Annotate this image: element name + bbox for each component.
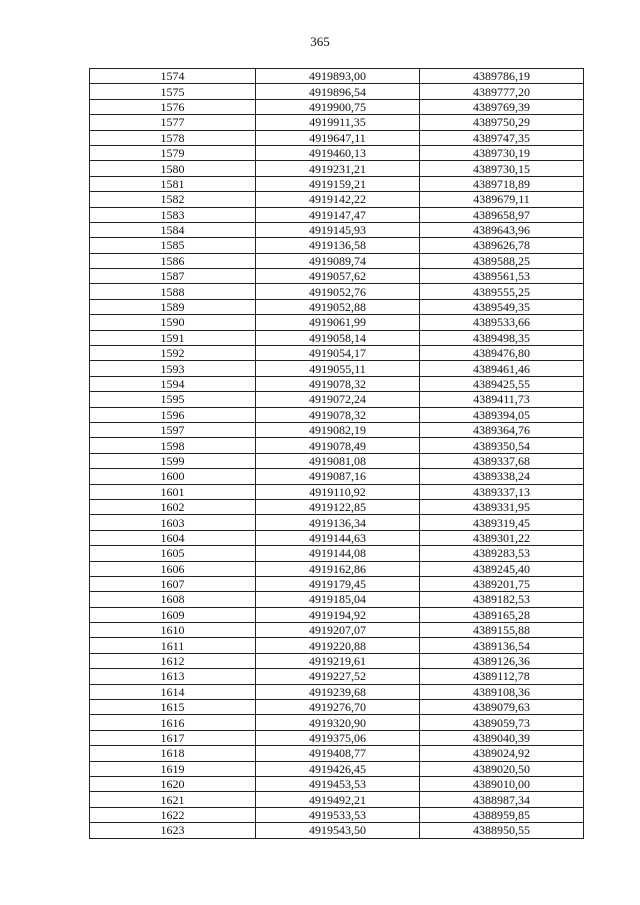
y-coordinate-cell: 4389750,29	[420, 115, 584, 130]
point-number-cell: 1583	[90, 207, 256, 222]
x-coordinate-cell: 4919055,11	[256, 361, 420, 376]
y-coordinate-cell: 4389555,25	[420, 284, 584, 299]
y-coordinate-cell: 4389079,63	[420, 700, 584, 715]
x-coordinate-cell: 4919136,34	[256, 515, 420, 530]
table-row	[90, 700, 584, 715]
y-coordinate-cell: 4389643,96	[420, 222, 584, 237]
x-coordinate-cell: 4919533,53	[256, 807, 420, 822]
x-coordinate-cell: 4919144,08	[256, 546, 420, 561]
x-coordinate-cell: 4919647,11	[256, 130, 420, 145]
point-number-cell: 1608	[90, 592, 256, 607]
point-number-cell: 1589	[90, 299, 256, 314]
x-coordinate-cell: 4919078,32	[256, 407, 420, 422]
point-number-cell: 1596	[90, 407, 256, 422]
point-number-cell: 1623	[90, 823, 256, 838]
table-row	[90, 684, 584, 699]
x-coordinate-cell: 4919375,06	[256, 730, 420, 745]
y-coordinate-cell: 4388959,85	[420, 807, 584, 822]
table-row	[90, 730, 584, 745]
x-coordinate-cell: 4919276,70	[256, 700, 420, 715]
y-coordinate-cell: 4389498,35	[420, 330, 584, 345]
point-number-cell: 1612	[90, 653, 256, 668]
point-number-cell: 1594	[90, 376, 256, 391]
x-coordinate-cell: 4919893,00	[256, 69, 420, 84]
x-coordinate-cell: 4919219,61	[256, 653, 420, 668]
x-coordinate-cell: 4919110,92	[256, 484, 420, 499]
x-coordinate-cell: 4919543,50	[256, 823, 420, 838]
point-number-cell: 1593	[90, 361, 256, 376]
table-row	[90, 576, 584, 591]
y-coordinate-cell: 4389786,19	[420, 69, 584, 84]
x-coordinate-cell: 4919896,54	[256, 84, 420, 99]
x-coordinate-cell: 4919054,17	[256, 346, 420, 361]
y-coordinate-cell: 4389337,13	[420, 484, 584, 499]
y-coordinate-cell: 4388950,55	[420, 823, 584, 838]
table-row	[90, 607, 584, 622]
table-row	[90, 392, 584, 407]
y-coordinate-cell: 4389588,25	[420, 253, 584, 268]
table-row	[90, 69, 584, 84]
point-number-cell: 1585	[90, 238, 256, 253]
x-coordinate-cell: 4919185,04	[256, 592, 420, 607]
table-row	[90, 407, 584, 422]
y-coordinate-cell: 4389549,35	[420, 299, 584, 314]
x-coordinate-cell: 4919453,53	[256, 776, 420, 791]
y-coordinate-cell: 4389476,80	[420, 346, 584, 361]
table-row	[90, 207, 584, 222]
y-coordinate-cell: 4389718,89	[420, 176, 584, 191]
table-row	[90, 530, 584, 545]
table-row	[90, 484, 584, 499]
point-number-cell: 1602	[90, 499, 256, 514]
y-coordinate-cell: 4389461,46	[420, 361, 584, 376]
point-number-cell: 1576	[90, 99, 256, 114]
table-row	[90, 315, 584, 330]
y-coordinate-cell: 4389747,35	[420, 130, 584, 145]
x-coordinate-cell: 4919207,07	[256, 623, 420, 638]
table-row	[90, 161, 584, 176]
point-number-cell: 1599	[90, 453, 256, 468]
y-coordinate-cell: 4389155,88	[420, 623, 584, 638]
y-coordinate-cell: 4389024,92	[420, 746, 584, 761]
y-coordinate-cell: 4389777,20	[420, 84, 584, 99]
x-coordinate-cell: 4919087,16	[256, 469, 420, 484]
point-number-cell: 1591	[90, 330, 256, 345]
table-row	[90, 253, 584, 268]
y-coordinate-cell: 4389201,75	[420, 576, 584, 591]
x-coordinate-cell: 4919320,90	[256, 715, 420, 730]
table-row	[90, 746, 584, 761]
x-coordinate-cell: 4919061,99	[256, 315, 420, 330]
x-coordinate-cell: 4919227,52	[256, 669, 420, 684]
point-number-cell: 1598	[90, 438, 256, 453]
point-number-cell: 1606	[90, 561, 256, 576]
table-row	[90, 469, 584, 484]
table-row	[90, 115, 584, 130]
table-row	[90, 807, 584, 822]
point-number-cell: 1581	[90, 176, 256, 191]
point-number-cell: 1614	[90, 684, 256, 699]
table-row	[90, 823, 584, 838]
table-row	[90, 453, 584, 468]
x-coordinate-cell: 4919220,88	[256, 638, 420, 653]
x-coordinate-cell: 4919136,58	[256, 238, 420, 253]
y-coordinate-cell: 4389337,68	[420, 453, 584, 468]
point-number-cell: 1582	[90, 192, 256, 207]
x-coordinate-cell: 4919239,68	[256, 684, 420, 699]
table-row	[90, 438, 584, 453]
table-row	[90, 653, 584, 668]
y-coordinate-cell: 4389010,00	[420, 776, 584, 791]
x-coordinate-cell: 4919052,76	[256, 284, 420, 299]
y-coordinate-cell: 4388987,34	[420, 792, 584, 807]
point-number-cell: 1604	[90, 530, 256, 545]
coordinates-table-body	[90, 69, 584, 839]
y-coordinate-cell: 4389059,73	[420, 715, 584, 730]
table-row	[90, 99, 584, 114]
x-coordinate-cell: 4919081,08	[256, 453, 420, 468]
point-number-cell: 1610	[90, 623, 256, 638]
table-row	[90, 761, 584, 776]
table-row	[90, 561, 584, 576]
table-row	[90, 330, 584, 345]
point-number-cell: 1613	[90, 669, 256, 684]
y-coordinate-cell: 4389561,53	[420, 269, 584, 284]
table-row	[90, 299, 584, 314]
x-coordinate-cell: 4919089,74	[256, 253, 420, 268]
x-coordinate-cell: 4919078,32	[256, 376, 420, 391]
x-coordinate-cell: 4919142,22	[256, 192, 420, 207]
table-row	[90, 176, 584, 191]
coordinates-table	[89, 68, 584, 839]
table-row	[90, 515, 584, 530]
y-coordinate-cell: 4389165,28	[420, 607, 584, 622]
point-number-cell: 1618	[90, 746, 256, 761]
table-row	[90, 669, 584, 684]
x-coordinate-cell: 4919144,63	[256, 530, 420, 545]
x-coordinate-cell: 4919052,88	[256, 299, 420, 314]
table-row	[90, 346, 584, 361]
point-number-cell: 1619	[90, 761, 256, 776]
y-coordinate-cell: 4389626,78	[420, 238, 584, 253]
x-coordinate-cell: 4919147,47	[256, 207, 420, 222]
y-coordinate-cell: 4389679,11	[420, 192, 584, 207]
x-coordinate-cell: 4919078,49	[256, 438, 420, 453]
y-coordinate-cell: 4389108,36	[420, 684, 584, 699]
x-coordinate-cell: 4919179,45	[256, 576, 420, 591]
y-coordinate-cell: 4389136,54	[420, 638, 584, 653]
x-coordinate-cell: 4919460,13	[256, 145, 420, 160]
point-number-cell: 1590	[90, 315, 256, 330]
point-number-cell: 1584	[90, 222, 256, 237]
point-number-cell: 1601	[90, 484, 256, 499]
y-coordinate-cell: 4389126,36	[420, 653, 584, 668]
x-coordinate-cell: 4919162,86	[256, 561, 420, 576]
x-coordinate-cell: 4919408,77	[256, 746, 420, 761]
table-row	[90, 422, 584, 437]
table-row	[90, 499, 584, 514]
point-number-cell: 1574	[90, 69, 256, 84]
y-coordinate-cell: 4389350,54	[420, 438, 584, 453]
point-number-cell: 1588	[90, 284, 256, 299]
y-coordinate-cell: 4389769,39	[420, 99, 584, 114]
x-coordinate-cell: 4919194,92	[256, 607, 420, 622]
table-row	[90, 623, 584, 638]
y-coordinate-cell: 4389112,78	[420, 669, 584, 684]
table-row	[90, 776, 584, 791]
x-coordinate-cell: 4919122,85	[256, 499, 420, 514]
x-coordinate-cell: 4919058,14	[256, 330, 420, 345]
y-coordinate-cell: 4389411,73	[420, 392, 584, 407]
table-row	[90, 192, 584, 207]
table-row	[90, 361, 584, 376]
point-number-cell: 1611	[90, 638, 256, 653]
y-coordinate-cell: 4389364,76	[420, 422, 584, 437]
y-coordinate-cell: 4389020,50	[420, 761, 584, 776]
y-coordinate-cell: 4389730,15	[420, 161, 584, 176]
point-number-cell: 1615	[90, 700, 256, 715]
x-coordinate-cell: 4919492,21	[256, 792, 420, 807]
y-coordinate-cell: 4389040,39	[420, 730, 584, 745]
point-number-cell: 1622	[90, 807, 256, 822]
point-number-cell: 1595	[90, 392, 256, 407]
point-number-cell: 1620	[90, 776, 256, 791]
x-coordinate-cell: 4919900,75	[256, 99, 420, 114]
x-coordinate-cell: 4919159,21	[256, 176, 420, 191]
table-row	[90, 145, 584, 160]
point-number-cell: 1575	[90, 84, 256, 99]
x-coordinate-cell: 4919072,24	[256, 392, 420, 407]
y-coordinate-cell: 4389730,19	[420, 145, 584, 160]
point-number-cell: 1597	[90, 422, 256, 437]
table-row	[90, 376, 584, 391]
point-number-cell: 1605	[90, 546, 256, 561]
table-row	[90, 592, 584, 607]
point-number-cell: 1621	[90, 792, 256, 807]
table-row	[90, 269, 584, 284]
x-coordinate-cell: 4919082,19	[256, 422, 420, 437]
x-coordinate-cell: 4919231,21	[256, 161, 420, 176]
point-number-cell: 1609	[90, 607, 256, 622]
x-coordinate-cell: 4919911,35	[256, 115, 420, 130]
point-number-cell: 1587	[90, 269, 256, 284]
x-coordinate-cell: 4919145,93	[256, 222, 420, 237]
point-number-cell: 1592	[90, 346, 256, 361]
point-number-cell: 1580	[90, 161, 256, 176]
table-row	[90, 238, 584, 253]
point-number-cell: 1586	[90, 253, 256, 268]
table-row	[90, 792, 584, 807]
page-number: 365	[310, 34, 330, 49]
point-number-cell: 1607	[90, 576, 256, 591]
table-row	[90, 130, 584, 145]
table-row	[90, 546, 584, 561]
y-coordinate-cell: 4389182,53	[420, 592, 584, 607]
point-number-cell: 1617	[90, 730, 256, 745]
table-row	[90, 84, 584, 99]
y-coordinate-cell: 4389245,40	[420, 561, 584, 576]
table-row	[90, 715, 584, 730]
y-coordinate-cell: 4389331,95	[420, 499, 584, 514]
y-coordinate-cell: 4389301,22	[420, 530, 584, 545]
point-number-cell: 1579	[90, 145, 256, 160]
point-number-cell: 1603	[90, 515, 256, 530]
y-coordinate-cell: 4389533,66	[420, 315, 584, 330]
y-coordinate-cell: 4389283,53	[420, 546, 584, 561]
y-coordinate-cell: 4389338,24	[420, 469, 584, 484]
x-coordinate-cell: 4919057,62	[256, 269, 420, 284]
table-row	[90, 638, 584, 653]
x-coordinate-cell: 4919426,45	[256, 761, 420, 776]
y-coordinate-cell: 4389394,05	[420, 407, 584, 422]
point-number-cell: 1577	[90, 115, 256, 130]
y-coordinate-cell: 4389425,55	[420, 376, 584, 391]
y-coordinate-cell: 4389319,45	[420, 515, 584, 530]
point-number-cell: 1600	[90, 469, 256, 484]
y-coordinate-cell: 4389658,97	[420, 207, 584, 222]
point-number-cell: 1578	[90, 130, 256, 145]
table-row	[90, 222, 584, 237]
point-number-cell: 1616	[90, 715, 256, 730]
table-row	[90, 284, 584, 299]
